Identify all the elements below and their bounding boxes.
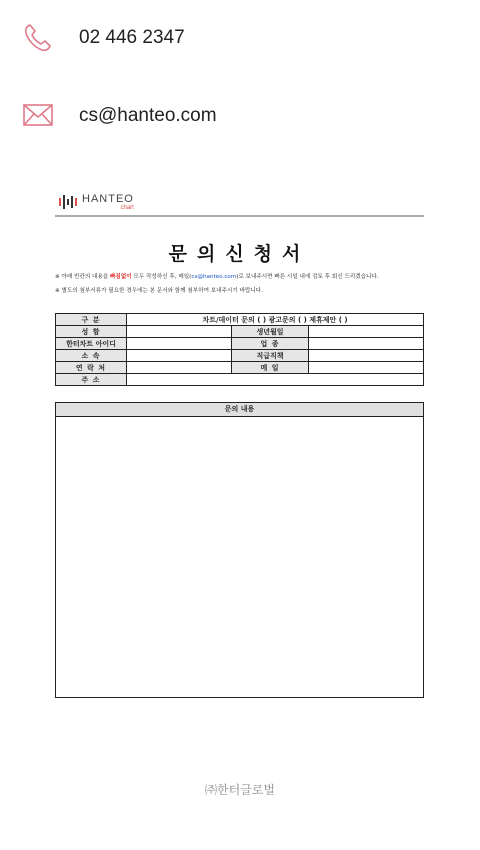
applicant-info-table xyxy=(55,313,424,386)
logo-brand: HANTEO xyxy=(82,192,134,205)
phone-field[interactable] xyxy=(127,362,232,374)
email-address[interactable]: cs@hanteo.com xyxy=(79,105,217,126)
address-field[interactable] xyxy=(127,374,424,386)
note-email: cs@hanteo.com xyxy=(191,274,237,280)
logo-sub: chart xyxy=(120,204,134,211)
org-field[interactable] xyxy=(127,350,232,362)
logo-mark-icon xyxy=(59,195,77,209)
org-label: 소 속 xyxy=(56,350,127,362)
company-footer: ㈜한터글로벌 xyxy=(205,783,275,797)
address-label: 주 소 xyxy=(56,374,127,386)
divider xyxy=(55,215,424,217)
phone-icon xyxy=(22,22,54,54)
phone-contact[interactable] xyxy=(22,22,185,54)
category-options[interactable]: 차트/데이터 문의 ( ) 광고문의 ( ) 제휴제안 ( ) xyxy=(127,314,424,326)
phone-number[interactable]: 02 446 2347 xyxy=(79,27,185,48)
position-label: 직급직책 xyxy=(232,350,309,362)
form-title: 문의신청서 xyxy=(168,243,311,265)
id-label: 한터차트 아이디 xyxy=(56,338,127,350)
inquiry-box[interactable] xyxy=(55,402,424,698)
inquiry-header: 문의 내용 xyxy=(56,403,423,417)
mail-icon xyxy=(22,100,54,132)
category-label: 구 분 xyxy=(56,314,127,326)
name-label: 성 함 xyxy=(56,326,127,338)
instruction-note: ※ 아래 빈칸의 내용을 빠짐없이 모두 작성하신 후, 메일(cs@hanteo.com)로 보내주시면 빠른 시일 내에 검토 후 회신 드리겠습니다. xyxy=(55,274,379,280)
job-label: 업 종 xyxy=(232,338,309,350)
mail-field[interactable] xyxy=(309,362,424,374)
hanteo-logo xyxy=(55,190,424,214)
birth-field[interactable] xyxy=(309,326,424,338)
inquiry-form-document xyxy=(55,190,424,698)
attachment-note: ※ 별도의 첨부서류가 필요한 경우에는 본 문서와 함께 첨부하여 보내주시기 바랍니다. xyxy=(55,288,263,294)
emphasis-text: 빠짐없이 xyxy=(110,274,132,280)
id-field[interactable] xyxy=(127,338,232,350)
job-field[interactable] xyxy=(309,338,424,350)
name-field[interactable] xyxy=(127,326,232,338)
phone-label: 연 락 처 xyxy=(56,362,127,374)
position-field[interactable] xyxy=(309,350,424,362)
email-contact[interactable] xyxy=(22,100,217,132)
mail-label: 메 일 xyxy=(232,362,309,374)
birth-label: 생년월일 xyxy=(232,326,309,338)
